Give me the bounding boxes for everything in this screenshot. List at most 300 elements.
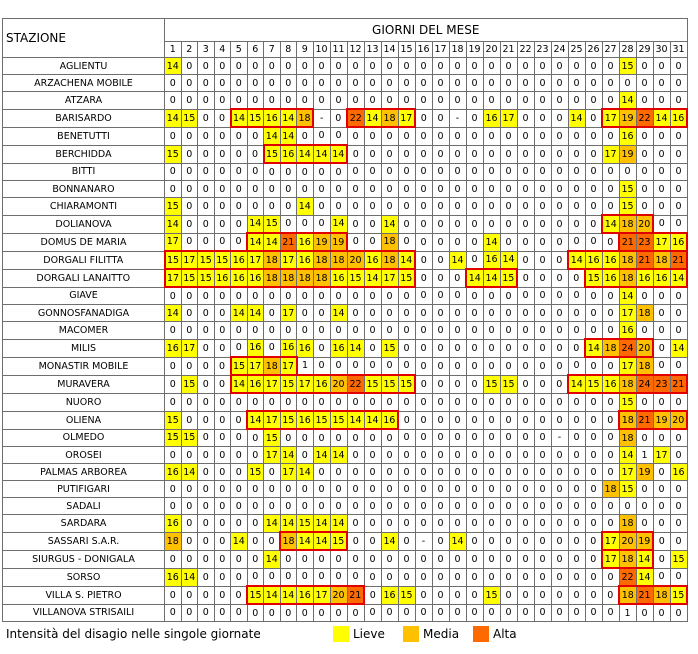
day-header: 1 (165, 42, 182, 58)
value-cell: 14 (165, 58, 182, 75)
value-cell: 0 (330, 58, 347, 75)
value-cell: 0 (231, 233, 248, 251)
value-cell: 0 (670, 198, 687, 216)
value-cell: 0 (551, 127, 568, 145)
value-cell: 16 (231, 251, 248, 269)
value-cell: 0 (585, 287, 602, 305)
value-cell: 0 (381, 198, 398, 216)
value-cell: 0 (500, 447, 517, 464)
value-cell: 0 (653, 215, 670, 233)
value-cell: 0 (483, 92, 500, 110)
station-name: OROSEI (3, 447, 165, 464)
value-cell: 0 (330, 181, 347, 198)
value-cell: 15 (330, 532, 347, 550)
value-cell: 0 (670, 429, 687, 447)
value-cell: 15 (347, 269, 364, 287)
value-cell: 0 (653, 145, 670, 163)
value-cell: 0 (585, 393, 602, 411)
value-cell: 0 (432, 58, 449, 75)
value-cell: 0 (483, 464, 500, 481)
value-cell: 0 (165, 127, 182, 145)
value-cell: 0 (280, 568, 297, 586)
value-cell: 0 (585, 109, 602, 127)
value-cell: 0 (398, 515, 415, 533)
value-cell: 18 (619, 515, 636, 533)
value-cell: 0 (636, 322, 653, 340)
value-cell: 0 (534, 375, 551, 393)
value-cell: 14 (568, 109, 585, 127)
value-cell: 0 (517, 447, 534, 464)
value-cell: 18 (653, 251, 670, 269)
value-cell: 16 (670, 109, 687, 127)
value-cell: 18 (330, 251, 347, 269)
value-cell: 0 (364, 429, 381, 447)
value-cell: 14 (449, 251, 466, 269)
value-cell: 0 (313, 215, 330, 233)
value-cell: 0 (198, 339, 215, 357)
value-cell: 0 (364, 181, 381, 198)
legend-label: Alta (493, 627, 517, 641)
value-cell: 0 (398, 127, 415, 145)
value-cell: 0 (483, 163, 500, 181)
value-cell: 0 (449, 357, 466, 375)
value-cell: 0 (585, 604, 602, 622)
value-cell: 0 (602, 305, 619, 322)
value-cell: 0 (449, 127, 466, 145)
value-cell: 18 (313, 269, 330, 287)
value-cell: 0 (653, 322, 670, 340)
value-cell: 0 (432, 181, 449, 198)
value-cell: 0 (500, 515, 517, 533)
value-cell: 0 (517, 127, 534, 145)
value-cell: 14 (165, 215, 182, 233)
value-cell: 0 (449, 181, 466, 198)
value-cell: 0 (449, 163, 466, 181)
value-cell: 0 (264, 163, 281, 181)
value-cell: 15 (280, 411, 297, 429)
value-cell: 0 (568, 429, 585, 447)
value-cell: 17 (280, 305, 297, 322)
value-cell: 0 (347, 58, 364, 75)
day-header: 2 (181, 42, 198, 58)
value-cell: 0 (585, 586, 602, 604)
value-cell: 0 (551, 269, 568, 287)
value-cell: 0 (231, 339, 248, 357)
value-cell: 0 (398, 393, 415, 411)
value-cell: 0 (313, 198, 330, 216)
value-cell: 0 (297, 550, 314, 568)
value-cell: 0 (198, 464, 215, 481)
value-cell: 0 (432, 305, 449, 322)
value-cell: 17 (500, 109, 517, 127)
value-cell: 14 (264, 550, 281, 568)
value-cell: 0 (534, 145, 551, 163)
value-cell: 0 (280, 429, 297, 447)
value-cell: 0 (602, 393, 619, 411)
value-cell: 15 (670, 550, 687, 568)
value-cell: 0 (466, 58, 483, 75)
value-cell: 23 (636, 233, 653, 251)
value-cell: 0 (449, 586, 466, 604)
value-cell: 0 (198, 447, 215, 464)
value-cell: 18 (297, 109, 314, 127)
value-cell: 0 (165, 287, 182, 305)
value-cell: 16 (247, 375, 264, 393)
value-cell: 16 (602, 269, 619, 287)
table-row (3, 568, 688, 586)
value-cell: 0 (247, 429, 264, 447)
value-cell: 16 (165, 464, 182, 481)
value-cell: 0 (415, 287, 432, 305)
value-cell: 0 (568, 515, 585, 533)
value-cell: 0 (330, 604, 347, 622)
value-cell: 0 (381, 357, 398, 375)
value-cell: 0 (364, 481, 381, 498)
table-row (3, 481, 688, 498)
station-name: MACOMER (3, 322, 165, 340)
value-cell: 0 (585, 515, 602, 533)
value-cell: 14 (330, 447, 347, 464)
value-cell: 0 (247, 481, 264, 498)
value-cell: 0 (247, 550, 264, 568)
value-cell: 0 (381, 429, 398, 447)
value-cell: 0 (568, 498, 585, 515)
value-cell: 0 (347, 429, 364, 447)
value-cell: 0 (415, 515, 432, 533)
value-cell: 0 (568, 481, 585, 498)
value-cell: 0 (517, 92, 534, 110)
value-cell: 0 (364, 198, 381, 216)
value-cell: 15 (264, 145, 281, 163)
value-cell: 0 (483, 145, 500, 163)
table-row (3, 163, 688, 181)
value-cell: 0 (398, 481, 415, 498)
value-cell: 0 (449, 568, 466, 586)
value-cell: 16 (602, 251, 619, 269)
value-cell: 0 (534, 92, 551, 110)
value-cell: 0 (415, 163, 432, 181)
value-cell: 0 (398, 181, 415, 198)
day-header: 13 (364, 42, 381, 58)
station-name: AGLIENTU (3, 58, 165, 75)
value-cell: 16 (313, 375, 330, 393)
value-cell: 0 (551, 305, 568, 322)
value-cell: 0 (483, 447, 500, 464)
value-cell: 0 (568, 339, 585, 357)
day-header: 30 (653, 42, 670, 58)
value-cell: 0 (297, 481, 314, 498)
value-cell: 15 (670, 586, 687, 604)
table-row (3, 181, 688, 198)
day-header: 4 (214, 42, 231, 58)
value-cell: 18 (381, 251, 398, 269)
value-cell: 0 (517, 233, 534, 251)
day-header: 22 (517, 42, 534, 58)
value-cell: 0 (568, 550, 585, 568)
value-cell: 0 (214, 429, 231, 447)
value-cell: 0 (551, 339, 568, 357)
value-cell: 0 (568, 269, 585, 287)
value-cell: 0 (432, 109, 449, 127)
value-cell: 0 (381, 515, 398, 533)
value-cell: 0 (364, 586, 381, 604)
value-cell: 0 (483, 127, 500, 145)
value-cell: 0 (534, 464, 551, 481)
value-cell: 0 (398, 568, 415, 586)
value-cell: 0 (347, 550, 364, 568)
value-cell: 14 (165, 305, 182, 322)
station-name: MURAVERA (3, 375, 165, 393)
value-cell: 0 (347, 305, 364, 322)
value-cell: 0 (364, 215, 381, 233)
value-cell: 0 (280, 92, 297, 110)
value-cell: 0 (165, 586, 182, 604)
table-row (3, 198, 688, 216)
value-cell: 0 (264, 287, 281, 305)
value-cell: 0 (653, 198, 670, 216)
station-name: PALMAS ARBOREA (3, 464, 165, 481)
value-cell: 0 (449, 393, 466, 411)
value-cell: 0 (280, 198, 297, 216)
value-cell: 0 (500, 198, 517, 216)
value-cell: 0 (517, 58, 534, 75)
value-cell: 0 (415, 411, 432, 429)
value-cell: 0 (534, 75, 551, 92)
value-cell: 0 (398, 305, 415, 322)
value-cell: 0 (483, 75, 500, 92)
value-cell: 0 (214, 75, 231, 92)
value-cell: 0 (165, 163, 182, 181)
value-cell: 16 (619, 322, 636, 340)
value-cell: 0 (214, 92, 231, 110)
value-cell: 0 (449, 375, 466, 393)
value-cell: 17 (398, 109, 415, 127)
value-cell: 15 (585, 269, 602, 287)
value-cell: 0 (264, 481, 281, 498)
value-cell: 0 (415, 429, 432, 447)
value-cell: 0 (415, 305, 432, 322)
value-cell: 0 (364, 287, 381, 305)
value-cell: 0 (181, 322, 198, 340)
station-name: ATZARA (3, 92, 165, 110)
value-cell: 0 (517, 109, 534, 127)
value-cell: 0 (313, 322, 330, 340)
value-cell: 0 (381, 498, 398, 515)
value-cell: 0 (534, 287, 551, 305)
value-cell: 15 (483, 586, 500, 604)
value-cell: 0 (466, 357, 483, 375)
value-cell: 0 (551, 447, 568, 464)
value-cell: 0 (551, 215, 568, 233)
value-cell: 0 (551, 464, 568, 481)
value-cell: 18 (619, 586, 636, 604)
value-cell: 0 (181, 163, 198, 181)
value-cell: 0 (415, 58, 432, 75)
value-cell: 0 (568, 604, 585, 622)
value-cell: 0 (330, 109, 347, 127)
value-cell: 0 (653, 429, 670, 447)
value-cell: 0 (517, 215, 534, 233)
value-cell: 0 (551, 481, 568, 498)
value-cell: 0 (483, 198, 500, 216)
value-cell: 0 (214, 515, 231, 533)
value-cell: 0 (198, 109, 215, 127)
value-cell: 0 (264, 181, 281, 198)
value-cell: 0 (313, 92, 330, 110)
value-cell: 0 (247, 393, 264, 411)
value-cell: 0 (432, 75, 449, 92)
value-cell: 0 (264, 498, 281, 515)
value-cell: 0 (585, 145, 602, 163)
value-cell: 18 (653, 586, 670, 604)
value-cell: 15 (264, 429, 281, 447)
value-cell: 17 (165, 233, 182, 251)
value-cell: 0 (466, 92, 483, 110)
value-cell: 16 (483, 251, 500, 269)
value-cell: 17 (619, 357, 636, 375)
value-cell: 15 (398, 269, 415, 287)
value-cell: 0 (198, 429, 215, 447)
value-cell: 0 (449, 322, 466, 340)
value-cell: 0 (398, 145, 415, 163)
value-cell: 0 (398, 287, 415, 305)
value-cell: 0 (347, 515, 364, 533)
value-cell: 18 (619, 429, 636, 447)
value-cell: 0 (247, 498, 264, 515)
value-cell: 15 (165, 145, 182, 163)
value-cell: 18 (636, 305, 653, 322)
value-cell: 0 (432, 287, 449, 305)
value-cell: 14 (313, 532, 330, 550)
value-cell: 15 (585, 375, 602, 393)
value-cell: 0 (585, 464, 602, 481)
table-row (3, 75, 688, 92)
value-cell: 0 (653, 550, 670, 568)
value-cell: 0 (602, 515, 619, 533)
value-cell: 14 (636, 568, 653, 586)
value-cell: 0 (165, 447, 182, 464)
value-cell: 0 (585, 429, 602, 447)
value-cell: 15 (165, 198, 182, 216)
value-cell: 18 (381, 233, 398, 251)
value-cell: 16 (165, 339, 182, 357)
table-row (3, 464, 688, 481)
day-header: 6 (247, 42, 264, 58)
value-cell: 0 (636, 92, 653, 110)
value-cell: 0 (466, 568, 483, 586)
value-cell: 0 (432, 357, 449, 375)
day-header: 10 (313, 42, 330, 58)
station-name: BARISARDO (3, 109, 165, 127)
value-cell: 0 (636, 127, 653, 145)
value-cell: 0 (466, 198, 483, 216)
value-cell: 18 (602, 481, 619, 498)
value-cell: 0 (214, 127, 231, 145)
value-cell: 0 (415, 498, 432, 515)
value-cell: 0 (264, 92, 281, 110)
day-header: 16 (415, 42, 432, 58)
value-cell: 0 (568, 568, 585, 586)
value-cell: 17 (165, 269, 182, 287)
value-cell: 0 (534, 586, 551, 604)
value-cell: 0 (449, 515, 466, 533)
value-cell: 0 (313, 181, 330, 198)
value-cell: 0 (568, 145, 585, 163)
value-cell: 0 (466, 498, 483, 515)
value-cell: 0 (347, 233, 364, 251)
value-cell: 17 (653, 447, 670, 464)
value-cell: 0 (449, 411, 466, 429)
value-cell: 0 (364, 305, 381, 322)
value-cell: 0 (483, 58, 500, 75)
value-cell: 0 (585, 198, 602, 216)
station-name: SORSO (3, 568, 165, 586)
value-cell: 17 (247, 251, 264, 269)
value-cell: 0 (398, 92, 415, 110)
value-cell: 0 (415, 269, 432, 287)
value-cell: 21 (670, 251, 687, 269)
value-cell: 18 (264, 251, 281, 269)
value-cell: 0 (231, 92, 248, 110)
value-cell: 0 (483, 532, 500, 550)
value-cell: 0 (231, 586, 248, 604)
value-cell: 0 (432, 127, 449, 145)
value-cell: 0 (500, 163, 517, 181)
value-cell: 20 (619, 532, 636, 550)
legend-swatch (473, 626, 489, 642)
value-cell: 0 (165, 393, 182, 411)
value-cell: 0 (347, 322, 364, 340)
value-cell: 0 (381, 568, 398, 586)
value-cell: 0 (517, 393, 534, 411)
value-cell: 0 (432, 92, 449, 110)
value-cell: 0 (313, 429, 330, 447)
value-cell: 0 (466, 305, 483, 322)
value-cell: 0 (347, 127, 364, 145)
value-cell: 14 (165, 109, 182, 127)
legend-label: Media (423, 627, 460, 641)
value-cell: 0 (398, 75, 415, 92)
table-row (3, 305, 688, 322)
value-cell: 0 (585, 322, 602, 340)
value-cell: - (551, 429, 568, 447)
value-cell: 0 (517, 287, 534, 305)
table-row (3, 586, 688, 604)
value-cell: 0 (231, 181, 248, 198)
value-cell: 0 (264, 532, 281, 550)
value-cell: 0 (181, 145, 198, 163)
value-cell: 14 (280, 447, 297, 464)
value-cell: 17 (181, 339, 198, 357)
value-cell: 0 (500, 181, 517, 198)
value-cell: 15 (247, 109, 264, 127)
value-cell: 14 (280, 586, 297, 604)
value-cell: 14 (364, 269, 381, 287)
value-cell: 0 (670, 447, 687, 464)
value-cell: 0 (231, 550, 248, 568)
value-cell: 0 (347, 481, 364, 498)
value-cell: 0 (517, 568, 534, 586)
value-cell: 0 (347, 464, 364, 481)
value-cell: 14 (602, 215, 619, 233)
value-cell: 0 (551, 92, 568, 110)
value-cell: 0 (449, 269, 466, 287)
day-header: 26 (585, 42, 602, 58)
value-cell: 15 (247, 586, 264, 604)
value-cell: 0 (551, 393, 568, 411)
value-cell: 0 (653, 464, 670, 481)
value-cell: 0 (313, 75, 330, 92)
